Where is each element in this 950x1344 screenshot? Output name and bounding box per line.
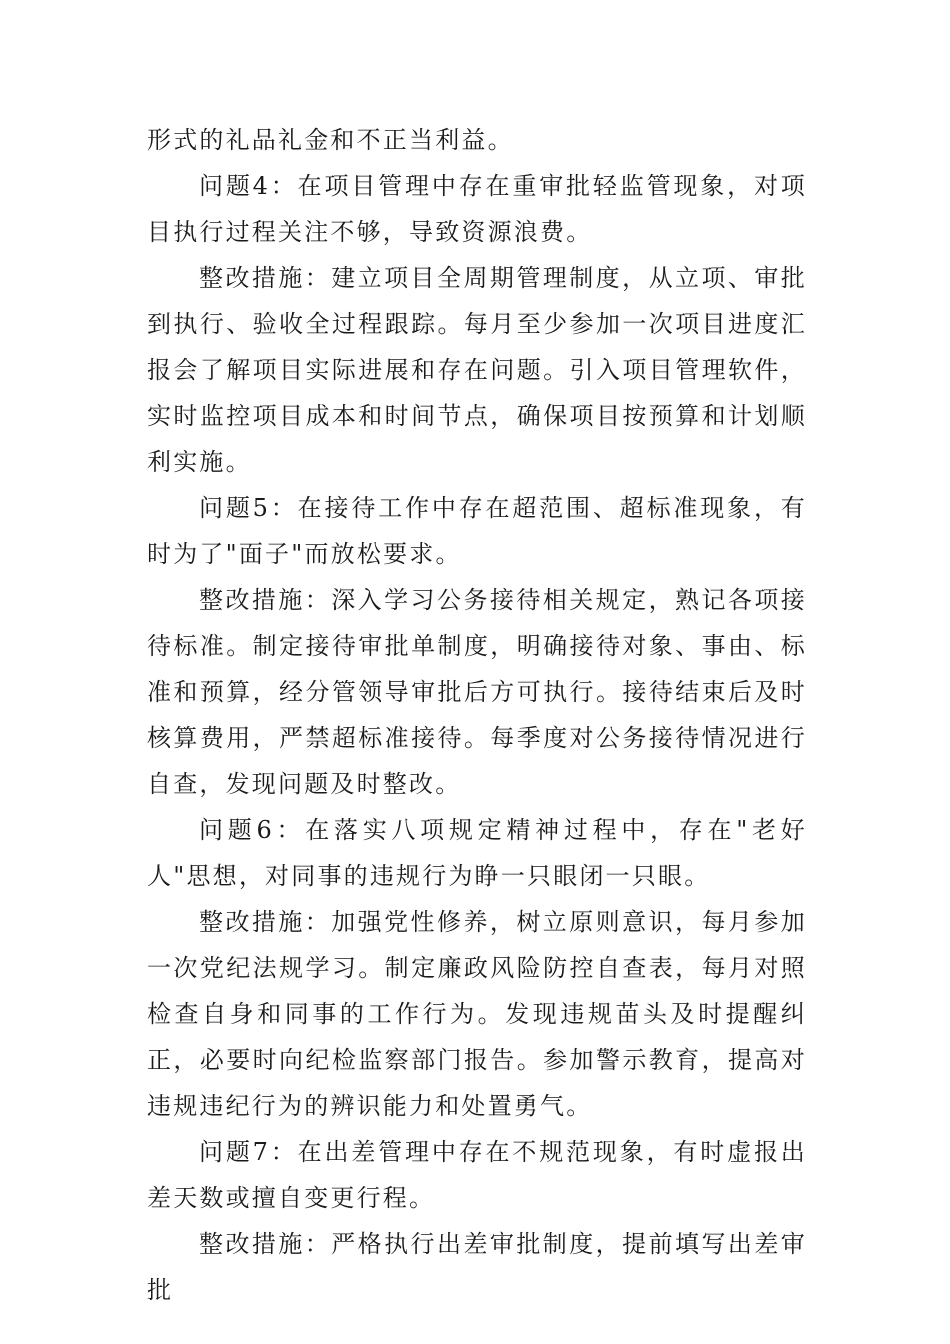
paragraph-measures-5: 整改措施：深入学习公务接待相关规定，熟记各项接待标准。制定接待审批单制度，明确接待对象、事由、标准和预算，经分管领导审批后方可执行。接待结束后及时核算费用，严禁超标准接待。每季度对公务接待情况进行自查，发现问题及时整改。 [147, 586, 807, 798]
document-body [147, 117, 807, 1313]
paragraph-measures-7: 整改措施：严格执行出差审批制度，提前填写出差审批 [147, 1230, 807, 1304]
paragraph-measures-6: 整改措施：加强党性修养，树立原则意识，每月参加一次党纪法规学习。制定廉政风险防控自查表，每月对照检查自身和同事的工作行为。发现违规苗头及时提醒纠正，必要时向纪检监察部门报告。参加警示教育，提高对违规违纪行为的辨识能力和处置勇气。 [147, 908, 807, 1120]
paragraph-measures-4: 整改措施：建立项目全周期管理制度，从立项、审批到执行、验收全过程跟踪。每月至少参加一次项目进度汇报会了解项目实际进展和存在问题。引入项目管理软件，实时监控项目成本和时间节点，确保项目按预算和计划顺利实施。 [147, 264, 807, 476]
paragraph-issue-6: 问题6：在落实八项规定精神过程中，存在"老好人"思想，对同事的违规行为睁一只眼闭一只眼。 [147, 816, 807, 890]
paragraph-continuation: 形式的礼品礼金和不正当利益。 [147, 126, 514, 154]
paragraph-issue-4: 问题4：在项目管理中存在重审批轻监管现象，对项目执行过程关注不够，导致资源浪费。 [147, 172, 807, 246]
paragraph-issue-7: 问题7：在出差管理中存在不规范现象，有时虚报出差天数或擅自变更行程。 [147, 1138, 807, 1212]
paragraph-issue-5: 问题5：在接待工作中存在超范围、超标准现象，有时为了"面子"而放松要求。 [147, 494, 807, 568]
